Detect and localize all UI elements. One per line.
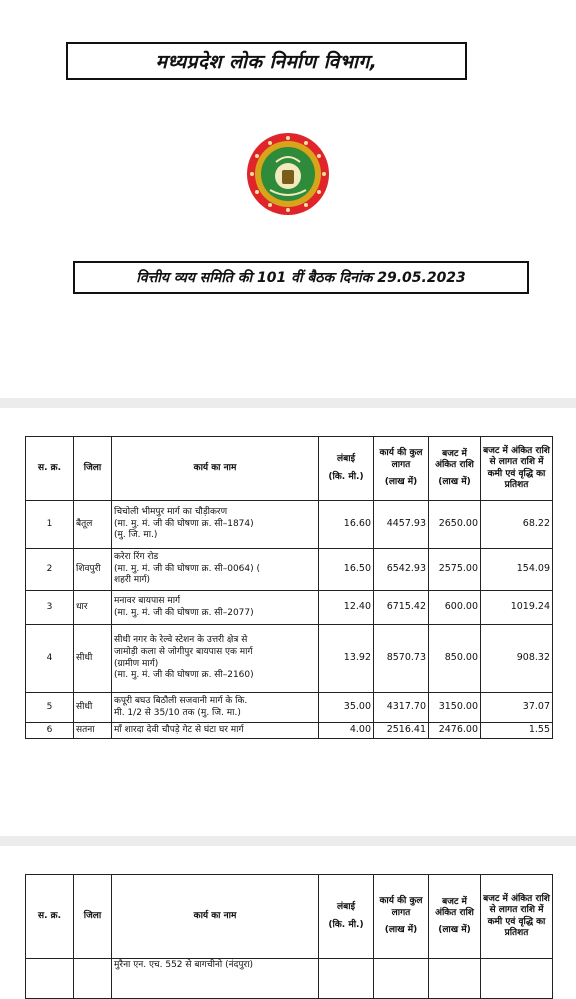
col-header-budget-unit: (लाख में) bbox=[438, 925, 471, 936]
table-row bbox=[26, 591, 553, 625]
col-header-length bbox=[319, 437, 374, 501]
col-header-sno: स. क्र. bbox=[26, 437, 74, 501]
cell-work-name bbox=[112, 501, 319, 549]
works-table bbox=[25, 436, 553, 739]
col-header-budget-label: बजट में अंकित राशि bbox=[435, 448, 474, 470]
cell-district: सीधी bbox=[74, 625, 112, 693]
work-name-line: (मु. जि. मा.) bbox=[114, 530, 158, 541]
work-name-line: जामोड़ी कला से जोगीपुर बायपास एक मार्ग bbox=[114, 646, 253, 657]
table-row bbox=[26, 693, 553, 723]
cell-pct: 1.55 bbox=[481, 723, 553, 739]
cell-district: सीधी bbox=[74, 693, 112, 723]
department-title: मध्यप्रदेश लोक निर्माण विभाग, bbox=[66, 42, 467, 80]
cell-length: 16.50 bbox=[319, 549, 374, 591]
meeting-date-line: वित्तीय व्यय समिति की 101 वीं बैठक दिनांक 29.05.2023 bbox=[73, 261, 529, 294]
work-name-line: (मा. मु. मं. जी की घोषणा क्र. सी–2077) bbox=[114, 607, 254, 618]
cell-length: 16.60 bbox=[319, 501, 374, 549]
work-name-line: करेरा रिंग रोड bbox=[114, 551, 159, 562]
col-header-total-cost bbox=[374, 875, 429, 959]
col-header-length-label: लंबाई bbox=[337, 901, 355, 912]
cell-district: धार bbox=[74, 591, 112, 625]
cell-sno: 4 bbox=[26, 625, 74, 693]
cell-cost: 6715.42 bbox=[374, 591, 429, 625]
cell-budget bbox=[429, 959, 481, 999]
work-name-line: (मा. मु. मं. जी की घोषणा क्र. सी–2160) bbox=[114, 670, 254, 681]
col-header-total-cost-label: कार्य की कुल लागत bbox=[379, 895, 423, 918]
cell-sno bbox=[26, 959, 74, 999]
col-header-cost-increase-pct: बजट में अंकित राशि से लागत राशि में कमी एवं वृद्धि का प्रतिशत bbox=[481, 437, 553, 501]
col-header-work-name: कार्य का नाम bbox=[112, 875, 319, 959]
table-row bbox=[26, 625, 553, 693]
col-header-district: जिला bbox=[74, 875, 112, 959]
col-header-total-cost-unit: (लाख में) bbox=[384, 477, 418, 488]
col-header-length-unit: (कि. मी.) bbox=[328, 471, 364, 482]
cell-budget: 3150.00 bbox=[429, 693, 481, 723]
table-row bbox=[26, 549, 553, 591]
col-header-budget-unit: (लाख में) bbox=[438, 477, 471, 488]
cell-pct: 1019.24 bbox=[481, 591, 553, 625]
work-name-line: (ग्रामीण मार्ग) bbox=[114, 658, 159, 669]
col-header-work-name: कार्य का नाम bbox=[112, 437, 319, 501]
cell-district: बैतूल bbox=[74, 501, 112, 549]
cell-sno: 1 bbox=[26, 501, 74, 549]
cell-budget: 2575.00 bbox=[429, 549, 481, 591]
cell-length: 12.40 bbox=[319, 591, 374, 625]
col-header-total-cost-unit: (लाख में) bbox=[384, 925, 418, 936]
cell-work-name bbox=[112, 693, 319, 723]
work-name-line: (मा. मु. मं. जी की घोषणा क्र. सी–1874) bbox=[114, 518, 254, 529]
works-table-next-page bbox=[0, 846, 576, 984]
cell-pct: 908.32 bbox=[481, 625, 553, 693]
work-name-line: (मा. मु. मं. जी की घोषणा क्र. सी–0064) ( bbox=[114, 563, 261, 574]
col-header-budget bbox=[429, 875, 481, 959]
cell-cost: 2516.41 bbox=[374, 723, 429, 739]
cell-district: सतना bbox=[74, 723, 112, 739]
cell-sno: 6 bbox=[26, 723, 74, 739]
works-table-continued bbox=[25, 874, 553, 999]
table-body bbox=[26, 501, 553, 739]
letterhead bbox=[0, 0, 576, 398]
cell-pct: 68.22 bbox=[481, 501, 553, 549]
cell-length bbox=[319, 959, 374, 999]
cell-work-name bbox=[112, 723, 319, 739]
cell-sno: 3 bbox=[26, 591, 74, 625]
work-name-line: माँ शारदा देवी चौपड़े गेट से घंटा घर मार्ग bbox=[114, 724, 244, 735]
col-header-length bbox=[319, 875, 374, 959]
cell-cost: 6542.93 bbox=[374, 549, 429, 591]
cell-cost: 4317.70 bbox=[374, 693, 429, 723]
cell-work-name bbox=[112, 549, 319, 591]
col-header-sno: स. क्र. bbox=[26, 875, 74, 959]
work-name-line: मी. 1/2 से 35/10 तक (मु. जि. मा.) bbox=[114, 707, 241, 718]
cell-work-name bbox=[112, 625, 319, 693]
cell-pct bbox=[481, 959, 553, 999]
table-row bbox=[26, 959, 553, 999]
cell-district bbox=[74, 959, 112, 999]
cell-cost: 8570.73 bbox=[374, 625, 429, 693]
cell-pct: 154.09 bbox=[481, 549, 553, 591]
works-table-page bbox=[0, 408, 576, 836]
cell-budget: 2650.00 bbox=[429, 501, 481, 549]
cell-budget: 2476.00 bbox=[429, 723, 481, 739]
work-name-line: कपूरी बघउ बिठौली सजवानी मार्ग के कि. bbox=[114, 695, 248, 706]
cell-length: 4.00 bbox=[319, 723, 374, 739]
col-header-district: जिला bbox=[74, 437, 112, 501]
page-gap bbox=[0, 398, 576, 408]
cell-cost bbox=[374, 959, 429, 999]
cell-district: शिवपुरी bbox=[74, 549, 112, 591]
cell-budget: 600.00 bbox=[429, 591, 481, 625]
col-header-cost-increase-pct: बजट में अंकित राशि से लागत राशि में कमी एवं वृद्धि का प्रतिशत bbox=[481, 875, 553, 959]
table-row bbox=[26, 501, 553, 549]
col-header-budget-label: बजट में अंकित राशि bbox=[435, 896, 474, 918]
table-header-row bbox=[26, 875, 553, 959]
col-header-total-cost-label: कार्य की कुल लागत bbox=[379, 447, 423, 470]
cell-cost: 4457.93 bbox=[374, 501, 429, 549]
mp-state-emblem-icon bbox=[246, 132, 330, 216]
table-header-row bbox=[26, 437, 553, 501]
work-name-line: चिचोली भीमपुर मार्ग का चौड़ीकरण bbox=[114, 506, 228, 517]
cell-length: 13.92 bbox=[319, 625, 374, 693]
cell-work-name bbox=[112, 591, 319, 625]
cell-sno: 2 bbox=[26, 549, 74, 591]
cell-sno: 5 bbox=[26, 693, 74, 723]
work-name-line: मनावर बायपास मार्ग bbox=[114, 595, 181, 606]
cell-pct: 37.07 bbox=[481, 693, 553, 723]
col-header-budget bbox=[429, 437, 481, 501]
cell-work-name: मुरैना एन. एच. 552 से बागचीनो (नंदपुरा) bbox=[112, 959, 319, 999]
work-name-line: शहरी मार्ग) bbox=[114, 575, 151, 586]
cell-length: 35.00 bbox=[319, 693, 374, 723]
table-row bbox=[26, 723, 553, 739]
col-header-length-unit: (कि. मी.) bbox=[328, 919, 364, 930]
page-gap bbox=[0, 836, 576, 846]
work-name-line: सीधी नगर के रेल्वे स्टेशन के उत्तरी क्षेत्र से bbox=[114, 635, 248, 646]
col-header-length-label: लंबाई bbox=[337, 453, 355, 464]
col-header-total-cost bbox=[374, 437, 429, 501]
cell-budget: 850.00 bbox=[429, 625, 481, 693]
